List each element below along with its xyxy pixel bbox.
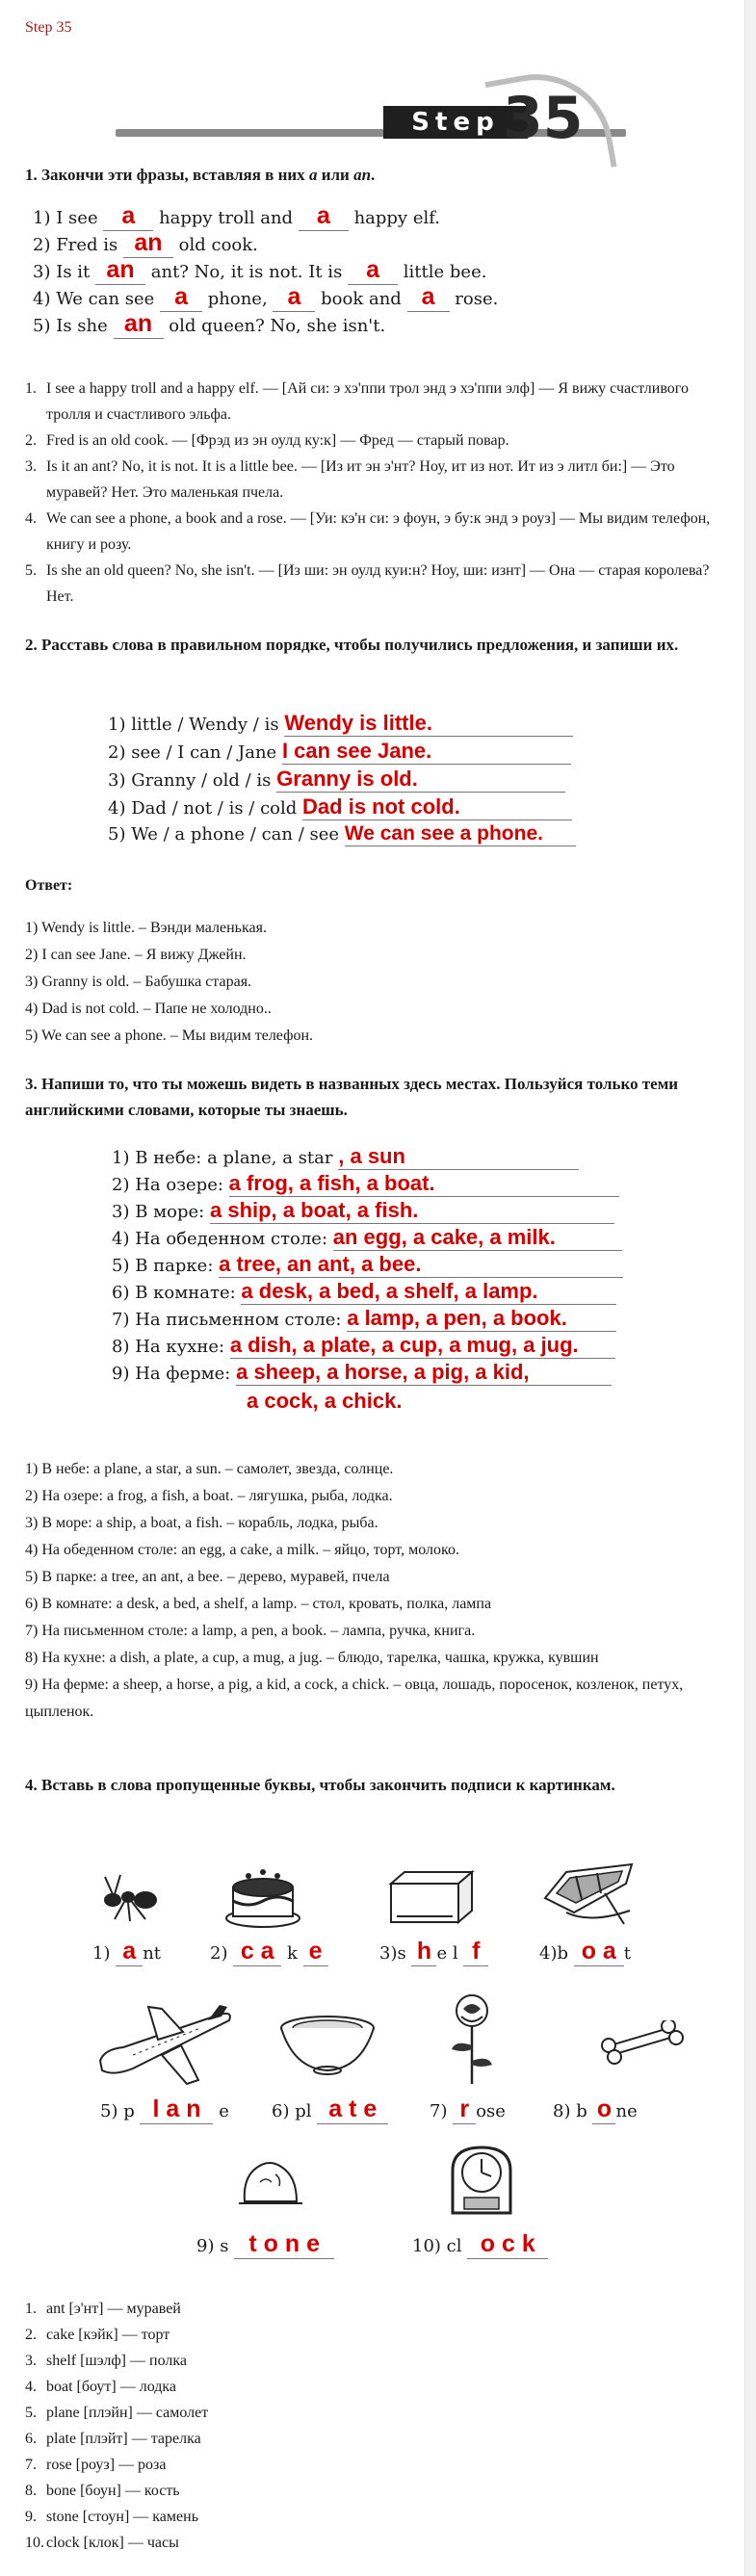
caption-cake: 2) c a k e: [210, 1938, 328, 1966]
caption-shelf: 3)s h e l f: [379, 1938, 488, 1966]
ex3-fill: a sheep, a horse, a pig, a kid,: [236, 1360, 530, 1384]
ex2-row: 4) Dad / not / is / cold Dad is not cold.: [108, 794, 572, 820]
ex1-fill: an: [134, 229, 163, 256]
list-item: 1) Wendy is little. – Вэнди маленькая.: [25, 920, 267, 936]
list-item: 5. Is she an old queen? No, she isn't. — [Из ши: эн оулд куи:н? Ноу, ши: изнт] — Она — старая королева? Нет.: [25, 562, 710, 605]
list-item: 4. boat [боут] — лодка: [25, 2379, 177, 2395]
list-item: 6. plate [плэйт] — тарелка: [25, 2431, 201, 2447]
ex1-row: 5) Is she an old queen? No, she isn't.: [33, 310, 386, 337]
ex2-fill: Wendy is little.: [284, 711, 432, 735]
step-link[interactable]: Step 35: [25, 19, 72, 36]
caption-plate: 6) pl a t e: [272, 2095, 388, 2124]
ex2-fill: I can see Jane.: [281, 739, 432, 763]
ex1-fill: a: [287, 283, 301, 310]
ex3-fill: a frog, a fish, a boat.: [228, 1171, 435, 1195]
step-banner: [116, 67, 636, 152]
ex3-row: 7) На письменном столе: a lamp, a pen, a book.: [112, 1306, 616, 1332]
ex3-row: 9) На ферме: a sheep, a horse, a pig, a kid,: [112, 1360, 612, 1386]
ex3-heading: 3. Напиши то, что ты можешь видеть в названных здесь местах. Пользуйся только теми английскими словами, которые ты знаешь.: [25, 1075, 679, 1119]
list-item: 4. We can see a phone, a book and a rose. — [Уи: кэ'н си: э фоун, э бу:к энд э роуз] — Мы видим телефон, книгу и розу.: [25, 510, 711, 553]
ex1-fill: a: [174, 283, 188, 310]
caption-rose: 7) r ose: [430, 2095, 506, 2122]
ex1-row: 4) We can see a phone, a book and a rose.: [33, 283, 499, 310]
cake-icon: [220, 1859, 306, 1931]
ex3-row: 6) В комнате: a desk, a bed, a shelf, a lamp.: [112, 1279, 616, 1305]
banner-number: 35: [503, 85, 584, 152]
ex4-answers: [25, 2296, 718, 2556]
ex3-row: 2) На озере: a frog, a fish, a boat.: [112, 1171, 619, 1197]
ex1-fill: a: [421, 283, 435, 310]
ex3-row: 8) На кухне: a dish, a plate, a cup, a mug, a jug.: [112, 1333, 615, 1359]
list-item: 7. rose [роуз] — роза: [25, 2457, 167, 2473]
ex3-answers: [25, 1456, 723, 1726]
caption-boat: 4)b o a t: [539, 1938, 631, 1965]
rose-icon: [438, 1991, 506, 2088]
ex3-exercise: [112, 1144, 651, 1414]
ex3-fill: a tree, an ant, a bee.: [219, 1252, 422, 1276]
ex1-fill: a: [316, 202, 330, 229]
ex2-row: 2) see / I can / Jane I can see Jane.: [108, 739, 571, 765]
list-item: 2) I can see Jane. – Я вижу Джейн.: [25, 947, 247, 963]
ex3-row: 4) На обеденном столе: an egg, a cake, a milk.: [112, 1225, 622, 1251]
list-item: 2. cake [кэйк] — торт: [25, 2327, 170, 2343]
list-item: 9. stone [стоун] — камень: [25, 2509, 198, 2525]
list-item: 4) На обеденном столе: an egg, a cake, a milk. – яйцо, торт, молоко.: [25, 1542, 459, 1558]
banner-word: Step: [383, 106, 528, 139]
ex3-fill: a desk, a bed, a shelf, a lamp.: [241, 1279, 538, 1303]
ex1-exercise: [33, 202, 726, 347]
ex1-row: 2) Fred is an old cook.: [33, 229, 258, 256]
ex3-row: [247, 1389, 402, 1414]
ex1-fill: an: [123, 310, 153, 337]
ex3-fill: an egg, a cake, a milk.: [332, 1225, 556, 1249]
list-item: 9) На ферме: a sheep, a horse, a pig, a kid, a cock, a chick. – овца, лошадь, поросенок, козленок, петух, цыпленок.: [25, 1677, 684, 1720]
ex3-row: 5) В парке: a tree, an ant, a bee.: [112, 1252, 623, 1278]
stone-icon: [237, 2153, 304, 2211]
ex2-row: 5) We / a phone / can / see We can see a phone.: [108, 822, 576, 846]
list-item: 1) В небе: a plane, a star, a sun. – самолет, звезда, солнце.: [25, 1461, 394, 1477]
ex2-fill: Granny is old.: [276, 767, 418, 791]
list-item: 6) В комнате: a desk, a bed, a shelf, a lamp. – стол, кровать, полка, лампа: [25, 1596, 492, 1612]
ex3-fill: , a sun: [338, 1144, 405, 1168]
scrollbar[interactable]: [744, 0, 756, 2576]
plane-icon: [94, 2001, 239, 2088]
ex3-row: 1) В небе: a plane, a star , a sun: [112, 1144, 579, 1170]
list-item: 2) На озере: a frog, a fish, a boat. – лягушка, рыба, лодка.: [25, 1488, 393, 1504]
ex3-fill: a cock, a chick.: [247, 1389, 403, 1413]
list-item: 7) На письменном столе: a lamp, a pen, a book. – лампа, ручка, книга.: [25, 1623, 476, 1639]
ex1-heading: 1. Закончи эти фразы, вставляя в них a или an.: [25, 166, 376, 184]
ex1-row: 1) I see a happy troll and a happy elf.: [33, 202, 440, 229]
bone-icon: [599, 2020, 686, 2069]
ex3-fill: a lamp, a pen, a book.: [347, 1306, 567, 1330]
list-item: 5. plane [плэйн] — самолет: [25, 2405, 209, 2421]
caption-stone: 9) s t o n e: [196, 2230, 334, 2259]
caption-clock: 10) cl o c k: [412, 2230, 548, 2259]
list-item: 4) Dad is not cold. – Папе не холодно..: [25, 1001, 272, 1017]
ex2-fill: Dad is not cold.: [302, 794, 460, 819]
ex4-heading: 4. Вставь в слова пропущенные буквы, чтобы закончить подписи к картинкам.: [25, 1776, 615, 1794]
ex3-row: 3) В море: a ship, a boat, a fish.: [112, 1198, 614, 1224]
ex2-answer-label: Ответ:: [25, 877, 73, 894]
list-item: 3. shelf [шэлф] — полка: [25, 2353, 187, 2369]
ex2-fill: We can see a phone.: [344, 822, 543, 845]
shelf-icon: [383, 1866, 480, 1929]
list-item: 1. ant [э'нт] — муравей: [25, 2301, 181, 2317]
list-item: 8. bone [боун] — кость: [25, 2483, 180, 2499]
list-item: 2. Fred is an old cook. — [Фрэд из эн оулд ку:к] — Фред — старый повар.: [25, 432, 509, 449]
ex1-fill: a: [366, 256, 379, 283]
ex3-fill: a ship, a boat, a fish.: [209, 1198, 419, 1222]
list-item: 10. clock [клок] — часы: [25, 2535, 179, 2551]
clock-icon: [443, 2142, 520, 2219]
list-item: 3) В море: a ship, a boat, a fish. – корабль, лодка, рыба.: [25, 1515, 378, 1531]
ex3-fill: a dish, a plate, a cup, a mug, a jug.: [229, 1333, 579, 1357]
plate-icon: [274, 2011, 380, 2078]
caption-bone: 8) b o ne: [553, 2095, 638, 2122]
ex1-row: 3) Is it an ant? No, it is not. It is a little bee.: [33, 256, 487, 283]
list-item: 5) We can see a phone. – Мы видим телефон.: [25, 1028, 314, 1044]
ant-icon: [91, 1863, 169, 1931]
ex2-answers: [25, 915, 723, 1050]
ex1-fill: a: [121, 202, 136, 229]
ex1-answers: [25, 376, 718, 610]
ex2-exercise: [108, 711, 647, 855]
list-item: 3) Granny is old. – Бабушка старая.: [25, 974, 252, 990]
ex2-row: 3) Granny / old / is Granny is old.: [108, 767, 565, 793]
ex1-fill: an: [106, 256, 135, 283]
caption-plane: 5) p l a n e: [100, 2095, 229, 2122]
ex2-row: 1) little / Wendy / is Wendy is little.: [108, 711, 573, 737]
boat-icon: [537, 1855, 643, 1932]
list-item: 3. Is it an ant? No, it is not. It is a little bee. — [Из ит эн э'нт? Ноу, ит из нот. Ит из э литл би:] — Это муравей? Нет. Это маленькая пчела.: [25, 458, 675, 501]
list-item: 8) На кухне: a dish, a plate, a cup, a mug, a jug. – блюдо, тарелка, чашка, кружка, кувшин: [25, 1650, 599, 1666]
caption-ant: 1) a nt: [92, 1938, 162, 1965]
ex2-heading: 2. Расставь слова в правильном порядке, чтобы получились предложения, и запиши их.: [25, 636, 679, 654]
list-item: 5) В парке: a tree, an ant, a bee. – дерево, муравей, пчела: [25, 1569, 390, 1585]
list-item: 1. I see a happy troll and a happy elf. — [Ай си: э хэ'ппи трол энд э хэ'ппи элф] — Я вижу счастливого тролля и счастливого эльфа.: [25, 380, 689, 423]
